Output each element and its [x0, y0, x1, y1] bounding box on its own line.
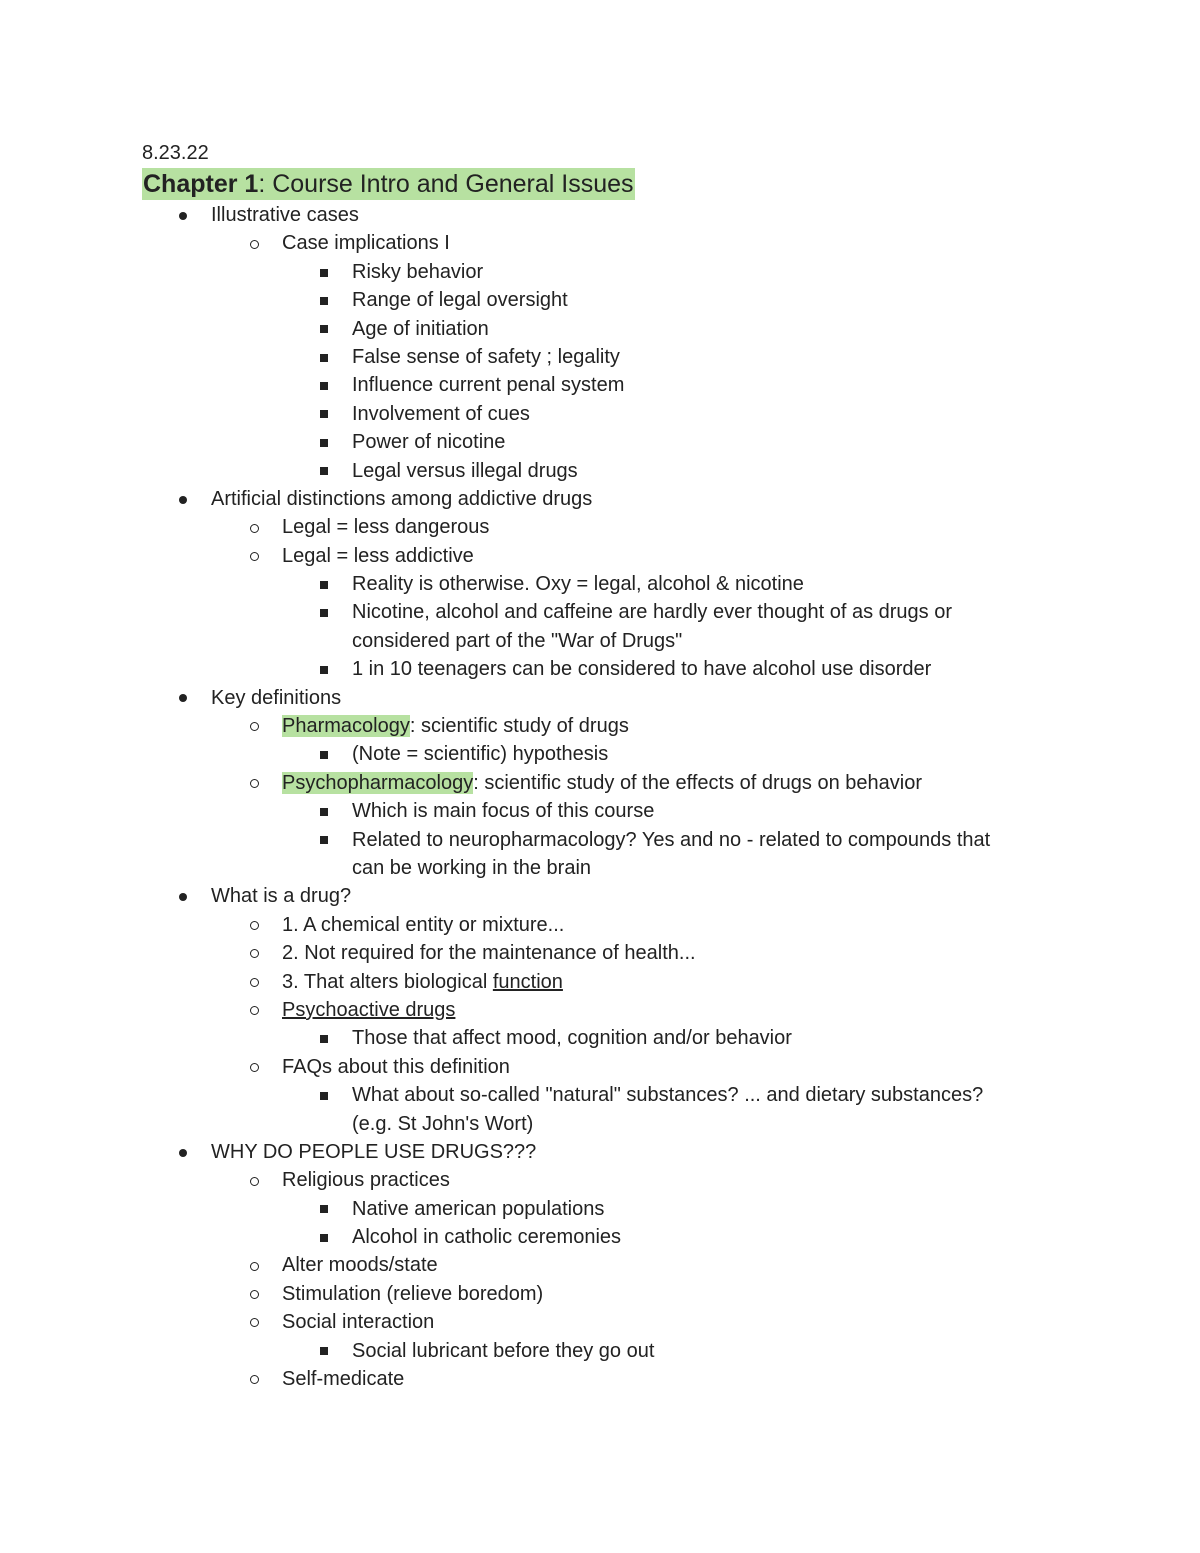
square-bullet-icon — [314, 457, 334, 485]
list-item-label: Nicotine, alcohol and caffeine are hardly ever thought of as drugs or — [352, 601, 952, 624]
square-bullet-icon — [314, 1195, 334, 1223]
list-item-label: : scientific study of the effects of drugs on behavior — [473, 771, 922, 794]
filled-circle-bullet-icon — [173, 882, 193, 910]
list-item-text — [352, 258, 483, 286]
square-bullet-icon — [314, 1024, 334, 1052]
square-bullet-icon — [314, 1223, 334, 1251]
list-item-text — [352, 286, 568, 314]
hollow-circle-bullet-icon — [244, 542, 264, 570]
list-item — [0, 882, 1200, 910]
list-item-text — [352, 343, 620, 371]
hollow-circle-bullet-icon — [244, 229, 264, 257]
list-item-label: 2. Not required for the maintenance of health... — [282, 942, 696, 965]
hollow-circle-bullet-icon — [244, 712, 264, 740]
list-item-text — [352, 1337, 654, 1365]
chapter-title-bold: Chapter 1 — [143, 170, 259, 198]
list-item-label: Illustrative cases — [211, 204, 359, 226]
list-item — [0, 485, 1200, 513]
square-bullet-icon — [314, 258, 334, 286]
list-item-label: Those that affect mood, cognition and/or behavior — [352, 1027, 792, 1050]
square-bullet-icon — [314, 570, 334, 598]
list-item — [0, 797, 1200, 825]
hollow-circle-bullet-icon — [244, 996, 264, 1024]
list-item — [0, 826, 1200, 854]
hollow-circle-bullet-icon — [244, 769, 264, 797]
list-item — [0, 371, 1200, 399]
list-item-text — [211, 684, 341, 712]
list-item-text — [352, 655, 931, 683]
list-item-text — [352, 598, 952, 626]
list-item-text — [282, 1166, 450, 1194]
list-item-label: Stimulation (relieve boredom) — [282, 1282, 544, 1305]
hollow-circle-bullet-icon — [244, 1280, 264, 1308]
highlighted-term: Pharmacology — [282, 715, 410, 738]
list-item-continuation-text: (e.g. St John's Wort) — [352, 1112, 534, 1135]
list-item — [0, 1365, 1200, 1393]
list-item — [0, 457, 1200, 485]
list-item-label: Related to neuropharmacology? Yes and no - related to compounds that — [352, 828, 991, 851]
square-bullet-icon — [314, 740, 334, 768]
list-item-text — [352, 1223, 621, 1251]
list-item-label: What is a drug? — [211, 885, 352, 908]
list-item-text — [282, 1280, 543, 1308]
list-item-label: Social lubricant before they go out — [352, 1339, 655, 1362]
list-item-text — [352, 740, 608, 768]
list-item-text — [211, 1138, 536, 1166]
list-item-text — [282, 1365, 404, 1393]
list-item-text — [352, 371, 624, 399]
list-item — [0, 400, 1200, 428]
list-item-label: Power of nicotine — [352, 431, 506, 454]
highlighted-term: Psychopharmacology — [282, 771, 474, 794]
hollow-circle-bullet-icon — [244, 1365, 264, 1393]
list-item-text — [352, 1195, 604, 1223]
list-item-text — [211, 882, 351, 910]
list-item-text — [352, 315, 489, 343]
list-item-label: Artificial distinctions among addictive drugs — [211, 487, 593, 510]
square-bullet-icon — [314, 1337, 334, 1365]
underlined-text: Psychoactive drugs — [282, 998, 456, 1021]
list-item-label: Reality is otherwise. Oxy = legal, alcohol & nicotine — [352, 573, 804, 596]
list-item-label: : scientific study of drugs — [409, 715, 629, 738]
list-item-text — [282, 996, 455, 1024]
list-item — [0, 1081, 1200, 1109]
square-bullet-icon — [314, 826, 334, 854]
list-item — [0, 428, 1200, 456]
list-item — [0, 1223, 1200, 1251]
list-item-label: Legal = less dangerous — [282, 516, 490, 539]
list-item-label: 1. A chemical entity or mixture... — [282, 913, 565, 936]
list-item-label: Case implications I — [282, 232, 450, 255]
list-item — [0, 1053, 1200, 1081]
list-item-label: Alcohol in catholic ceremonies — [352, 1226, 622, 1249]
square-bullet-icon — [314, 286, 334, 314]
list-item — [0, 513, 1200, 541]
list-item — [0, 1337, 1200, 1365]
list-item-continuation-text: considered part of the "War of Drugs" — [352, 629, 683, 652]
list-item-text — [352, 457, 578, 485]
underlined-text: function — [492, 970, 563, 993]
list-item-continuation — [0, 854, 1200, 882]
list-item-label: Social interaction — [282, 1311, 435, 1334]
square-bullet-icon — [314, 315, 334, 343]
list-item — [0, 939, 1200, 967]
list-item-text — [352, 400, 530, 428]
square-bullet-icon — [314, 343, 334, 371]
list-item — [0, 712, 1200, 740]
list-item — [0, 1138, 1200, 1166]
list-item — [0, 1308, 1200, 1336]
list-item-text — [352, 428, 505, 456]
hollow-circle-bullet-icon — [244, 1053, 264, 1081]
list-item-text — [352, 1081, 983, 1109]
list-item-label: Which is main focus of this course — [352, 800, 655, 823]
hollow-circle-bullet-icon — [244, 939, 264, 967]
list-item — [0, 542, 1200, 570]
list-item-label: What about so-called "natural" substances? ... and dietary substances? — [352, 1084, 984, 1107]
list-item — [0, 996, 1200, 1024]
list-item-label: 3. That alters biological — [282, 970, 493, 993]
list-item-label: Risky behavior — [352, 260, 484, 283]
list-item-text — [352, 1024, 792, 1052]
hollow-circle-bullet-icon — [244, 968, 264, 996]
list-item-label: Alter moods/state — [282, 1254, 438, 1277]
list-item-label: Age of initiation — [352, 317, 489, 340]
square-bullet-icon — [314, 400, 334, 428]
list-item-text — [282, 229, 450, 257]
list-item-continuation — [0, 627, 1200, 655]
list-item-text — [352, 826, 990, 854]
square-bullet-icon — [314, 428, 334, 456]
square-bullet-icon — [314, 655, 334, 683]
list-item-label: Native american populations — [352, 1197, 605, 1220]
list-item — [0, 1166, 1200, 1194]
filled-circle-bullet-icon — [173, 201, 193, 229]
list-item-text — [352, 797, 654, 825]
hollow-circle-bullet-icon — [244, 1308, 264, 1336]
list-item — [0, 258, 1200, 286]
list-item-label: FAQs about this definition — [282, 1055, 510, 1078]
list-item — [0, 655, 1200, 683]
list-item-text — [282, 542, 474, 570]
list-item-label: Key definitions — [211, 686, 342, 709]
hollow-circle-bullet-icon — [244, 1251, 264, 1279]
list-item-text — [282, 513, 489, 541]
list-item-text — [211, 485, 592, 513]
list-item-text — [282, 769, 922, 797]
square-bullet-icon — [314, 598, 334, 626]
list-item — [0, 343, 1200, 371]
list-item — [0, 684, 1200, 712]
list-item-label: Religious practices — [282, 1169, 450, 1192]
filled-circle-bullet-icon — [173, 485, 193, 513]
list-item-text — [282, 1251, 438, 1279]
list-item — [0, 570, 1200, 598]
filled-circle-bullet-icon — [173, 1138, 193, 1166]
list-item-text — [282, 968, 563, 996]
list-item-label: Legal versus illegal drugs — [352, 459, 578, 482]
list-item — [0, 1280, 1200, 1308]
list-item-text — [352, 570, 804, 598]
list-item-text — [282, 1308, 434, 1336]
list-item-text — [282, 939, 696, 967]
list-item-label: WHY DO PEOPLE USE DRUGS??? — [211, 1140, 537, 1163]
list-item-label: False sense of safety ; legality — [352, 345, 620, 368]
list-item-label: Range of legal oversight — [352, 289, 568, 312]
list-item — [0, 315, 1200, 343]
hollow-circle-bullet-icon — [244, 1166, 264, 1194]
list-item — [0, 286, 1200, 314]
list-item — [0, 201, 1200, 229]
list-item — [0, 1024, 1200, 1052]
list-item-label: Self-medicate — [282, 1368, 405, 1391]
list-item-text — [282, 911, 564, 939]
list-item-label: Influence current penal system — [352, 374, 625, 397]
list-item-text — [211, 201, 359, 229]
chapter-title-rest: : Course Intro and General Issues — [258, 170, 634, 198]
list-item-label: Legal = less addictive — [282, 544, 474, 567]
list-item — [0, 598, 1200, 626]
list-item-continuation-text: can be working in the brain — [352, 856, 592, 879]
list-item — [0, 769, 1200, 797]
list-item-label: Involvement of cues — [352, 402, 530, 425]
list-item — [0, 1195, 1200, 1223]
list-item-continuation — [0, 1110, 1200, 1138]
list-item — [0, 229, 1200, 257]
list-item — [0, 1251, 1200, 1279]
square-bullet-icon — [314, 371, 334, 399]
square-bullet-icon — [314, 1081, 334, 1109]
hollow-circle-bullet-icon — [244, 911, 264, 939]
list-item-label: (Note = scientific) hypothesis — [352, 743, 609, 766]
list-item-text — [282, 1053, 510, 1081]
list-item-text — [282, 712, 629, 740]
hollow-circle-bullet-icon — [244, 513, 264, 541]
list-item — [0, 968, 1200, 996]
list-item-label: 1 in 10 teenagers can be considered to have alcohol use disorder — [352, 658, 932, 681]
chapter-title — [142, 168, 635, 200]
list-item — [0, 740, 1200, 768]
square-bullet-icon — [314, 797, 334, 825]
list-item — [0, 911, 1200, 939]
filled-circle-bullet-icon — [173, 684, 193, 712]
note-date: 8.23.22 — [142, 142, 209, 164]
notes-outline — [0, 201, 1200, 1393]
